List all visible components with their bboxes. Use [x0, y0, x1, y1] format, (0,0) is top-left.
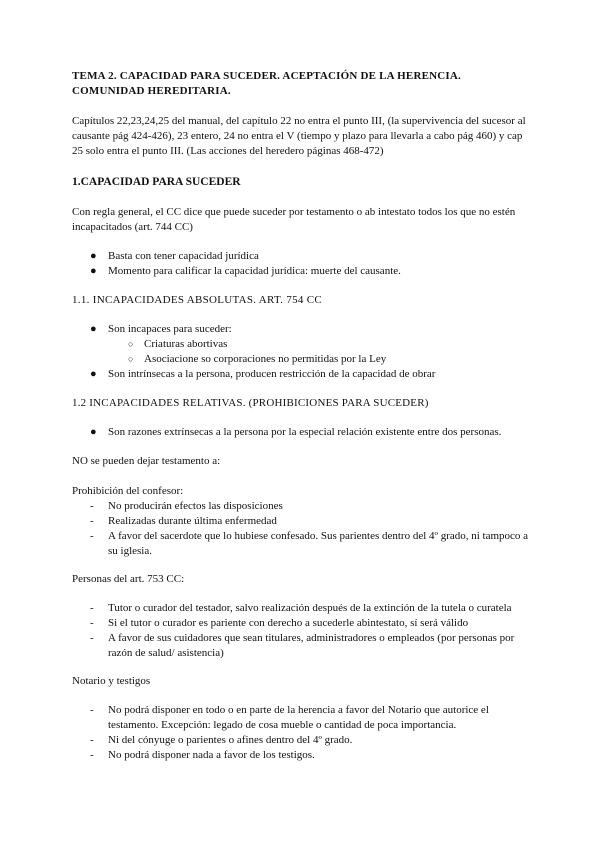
list-item: [72, 264, 532, 279]
dash-marker: -: [90, 617, 94, 629]
bullet-marker: ●: [90, 368, 97, 380]
no-testament-line: NO se pueden dejar testamento a:: [72, 455, 221, 467]
list-item-text: No podrá disponer nada a favor de los testigos.: [108, 749, 315, 761]
list-item: [72, 514, 532, 529]
list-item-text: Asociacione so corporaciones no permitidas por la Ley: [144, 353, 387, 365]
list-item: [72, 616, 532, 631]
list-item: [72, 601, 532, 616]
confessor-heading: Prohibición del confesor:: [72, 485, 184, 497]
notary-heading: Notario y testigos: [72, 675, 151, 687]
list-item: [72, 529, 532, 559]
list-item-text: Criaturas abortivas: [144, 338, 228, 350]
list-item: [72, 425, 532, 440]
list-item-text: Tutor o curador del testador, salvo realización después de la extinción de la tutela o curatela: [108, 602, 512, 614]
list-item: [72, 631, 532, 661]
dash-marker: -: [90, 530, 94, 542]
dash-marker: -: [90, 734, 94, 746]
notary-dash-list: [72, 703, 532, 763]
list-item: [72, 367, 532, 382]
dash-marker: -: [90, 602, 94, 614]
sub-bullet-marker: ○: [128, 339, 134, 349]
section-1-bullet-list: [72, 249, 532, 279]
section-1-2-bullet-list: [72, 425, 532, 440]
sub-bullet-marker: ○: [128, 354, 134, 364]
title-line-1: TEMA 2. CAPACIDAD PARA SUCEDER. ACEPTACIÓN DE LA HERENCIA.: [72, 70, 461, 82]
sub-list-item: [72, 337, 532, 352]
bullet-marker: ●: [90, 426, 97, 438]
bullet-marker: ●: [90, 250, 97, 262]
intro-paragraph: Capítulos 22,23,24,25 del manual, del capítulo 22 no entra el punto III, (la supervivencia del sucesor al causante pág 424-426), 23 entero, 24 no entra el V (tiempo y plazo para llevarla a cabo pág 460) y cap 25 solo entra el punto III. (Las acciones del heredero páginas 468-472): [72, 115, 526, 157]
art-753-heading: Personas del art. 753 CC:: [72, 573, 185, 585]
list-item-text: No podrá disponer en todo o en parte de la herencia a favor del Notario que autorice el testamento. Excepción: legado de cosa mueble o cantidad de poca importancia.: [108, 704, 489, 731]
list-item-text: Basta con tener capacidad jurídica: [108, 250, 259, 262]
dash-marker: -: [90, 704, 94, 716]
dash-marker: -: [90, 500, 94, 512]
list-item-text: Son razones extrínsecas a la persona por la especial relación existente entre dos personas.: [108, 426, 502, 438]
list-item: [72, 703, 532, 733]
list-item-text: A favor del sacerdote que lo hubiese confesado. Sus parientes dentro del 4º grado, ni tampoco a su iglesia.: [108, 530, 529, 557]
dash-marker: -: [90, 632, 94, 644]
list-item: [72, 748, 532, 763]
list-item-text: Ni del cónyuge o parientes o afines dentro del 4º grado.: [108, 734, 353, 746]
dash-marker: -: [90, 749, 94, 761]
list-item: [72, 499, 532, 514]
sub-list-item: [72, 352, 532, 367]
list-item-text: Si el tutor o curador es pariente con derecho a sucederle abintestato, sí será válido: [108, 617, 469, 629]
section-1-1-bullet-list: [72, 322, 532, 382]
list-item: [72, 322, 532, 337]
list-item: [72, 733, 532, 748]
art-753-dash-list: [72, 601, 532, 661]
list-item-text: A favor de sus cuidadores que sean titulares, administradores o empleados (por personas por razón de salud/ asistencia): [108, 632, 515, 659]
list-item-text: Son incapaces para suceder:: [108, 323, 232, 335]
list-item-text: No producirán efectos las disposiciones: [108, 500, 283, 512]
bullet-marker: ●: [90, 323, 97, 335]
title-line-2: COMUNIDAD HEREDITARIA.: [72, 85, 231, 97]
section-1-paragraph: Con regla general, el CC dice que puede suceder por testamento o ab intestato todos los que no estén incapacitados (art. 744 CC): [72, 206, 516, 233]
dash-marker: -: [90, 515, 94, 527]
section-1-1-heading: 1.1. INCAPACIDADES ABSOLUTAS. ART. 754 CC: [72, 294, 323, 306]
confessor-dash-list: [72, 499, 532, 559]
document-title: [72, 69, 532, 99]
list-item-text: Momento para calificar la capacidad jurídica: muerte del causante.: [108, 265, 401, 277]
list-item: [72, 249, 532, 264]
list-item-text: Son intrínsecas a la persona, producen restricción de la capacidad de obrar: [108, 368, 436, 380]
list-item-text: Realizadas durante última enfermedad: [108, 515, 277, 527]
bullet-marker: ●: [90, 265, 97, 277]
section-1-heading: 1.CAPACIDAD PARA SUCEDER: [72, 176, 241, 188]
section-1-2-heading: 1.2 INCAPACIDADES RELATIVAS. (PROHIBICIONES PARA SUCEDER): [72, 397, 429, 409]
